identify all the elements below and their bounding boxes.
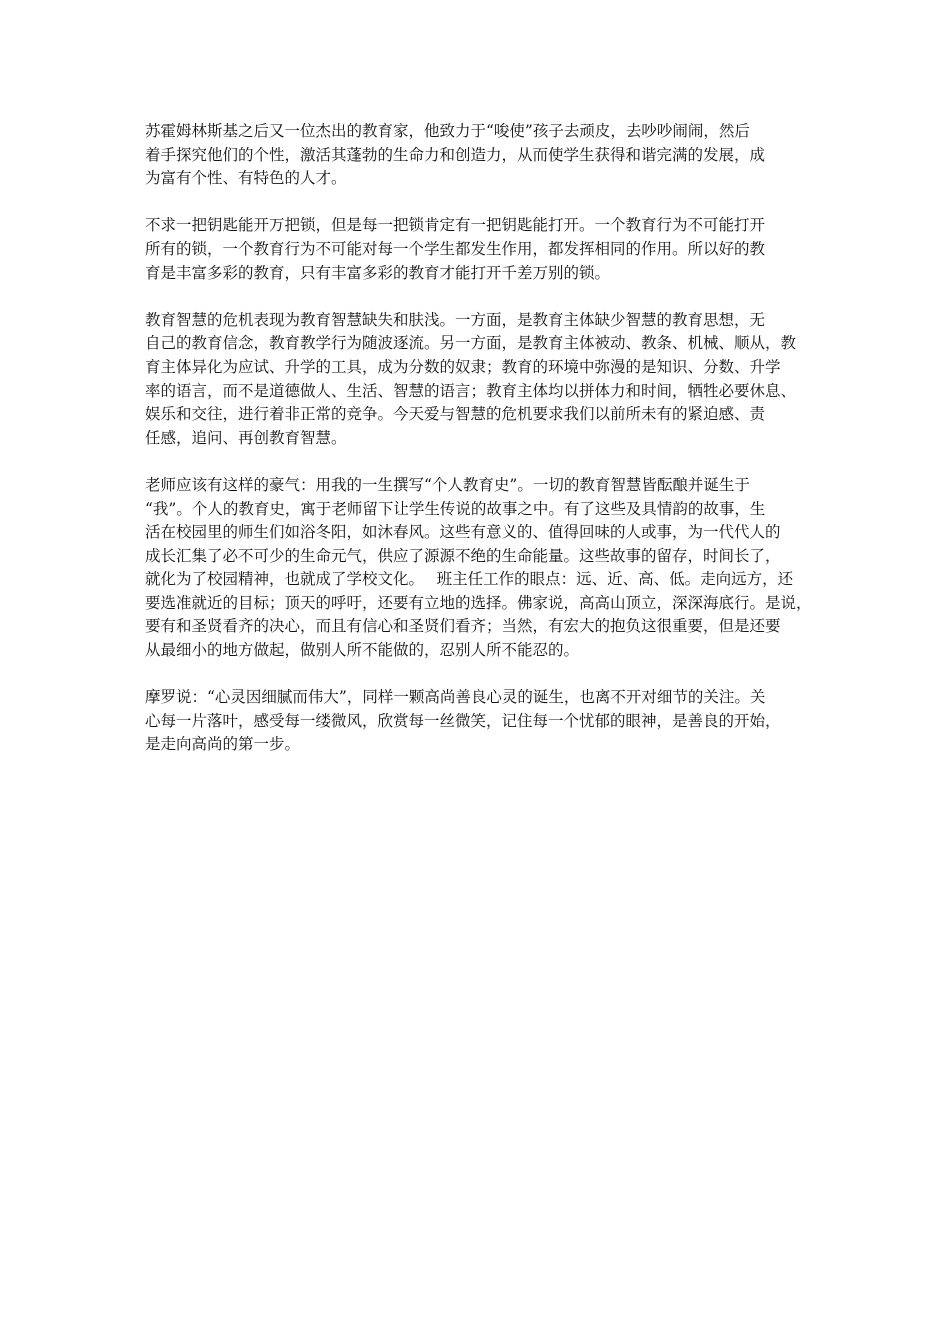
text-line: 所有的锁，一个教育行为不可能对每一个学生都发生作用，都发挥相同的作用。所以好的教 <box>145 239 766 258</box>
text-line: 就化为了校园精神，也就成了学校文化。 班主任工作的眼点：远、近、高、低。走向远方，还 <box>145 570 794 589</box>
text-line: 不求一把钥匙能开万把锁，但是每一把锁肯定有一把钥匙能打开。一个教育行为不可能打开 <box>145 216 766 235</box>
text-line: 要有和圣贤看齐的决心，而且有信心和圣贤们看齐；当然，有宏大的抱负这很重要，但是还要 <box>145 617 781 636</box>
text-line: 育主体异化为应试、升学的工具，成为分数的奴隶；教育的环境中弥漫的是知识、分数、升学 <box>145 357 781 376</box>
text-line: 摩罗说：“心灵因细腻而伟大”，同样一颗高尚善良心灵的诞生，也离不开对细节的关注。关 <box>145 688 766 707</box>
text-line: 教育智慧的危机表现为教育智慧缺失和肤浅。一方面，是教育主体缺少智慧的教育思想，无 <box>145 310 766 329</box>
paragraph-4 <box>145 474 817 663</box>
text-line: 成长汇集了必不可少的生命元气，供应了源源不绝的生命能量。这些故事的留存，时间长了， <box>145 546 781 565</box>
text-line: 是走向高尚的第一步。 <box>145 735 301 754</box>
text-line: 心每一片落叶，感受每一缕微风，欣赏每一丝微笑，记住每一个忧郁的眼神，是善良的开始， <box>145 711 781 730</box>
text-line: 从最细小的地方做起，做别人所不能做的，忍别人所不能忍的。 <box>145 641 580 660</box>
document-body <box>145 120 817 781</box>
text-line: 活在校园里的师生们如浴冬阳，如沐春风。这些有意义的、值得回味的人或事，为一代代人的 <box>145 523 781 542</box>
paragraph-5 <box>145 686 817 757</box>
text-line: 为富有个性、有特色的人才。 <box>145 169 347 188</box>
text-line: 娱乐和交往，进行着非正常的竞争。今天爱与智慧的危机要求我们以前所未有的紧迫感、责 <box>145 405 766 424</box>
text-line: 自己的教育信念，教育教学行为随波逐流。另一方面，是教育主体被动、教条、机械、顺从，教 <box>145 334 797 353</box>
text-line: 育是丰富多彩的教育，只有丰富多彩的教育才能打开千差万别的锁。 <box>145 263 611 282</box>
text-line: 着手探究他们的个性，激活其蓬勃的生命力和创造力，从而使学生获得和谐完满的发展，成 <box>145 145 766 164</box>
text-line: 任感，追问、再创教育智慧。 <box>145 428 347 447</box>
paragraph-1 <box>145 120 817 191</box>
text-line: “我”。个人的教育史，寓于老师留下让学生传说的故事之中。有了这些及具情韵的故事，生 <box>145 499 766 518</box>
paragraph-2 <box>145 214 817 285</box>
text-line: 老师应该有这样的豪气：用我的一生撰写“个人教育史”。一切的教育智慧皆酝酿并诞生于 <box>145 475 750 494</box>
text-line: 要选准就近的目标；顶天的呼吁，还要有立地的选择。佛家说，高高山顶立，深深海底行。是说， <box>145 593 812 612</box>
paragraph-3 <box>145 309 817 451</box>
text-line: 苏霍姆林斯基之后又一位杰出的教育家，他致力于“唆使”孩子去顽皮，去吵吵闹闹，然后 <box>145 122 750 140</box>
text-line: 率的语言，而不是道德做人、生活、智慧的语言；教育主体均以拼体力和时间，牺牲必要休息、 <box>145 381 797 400</box>
